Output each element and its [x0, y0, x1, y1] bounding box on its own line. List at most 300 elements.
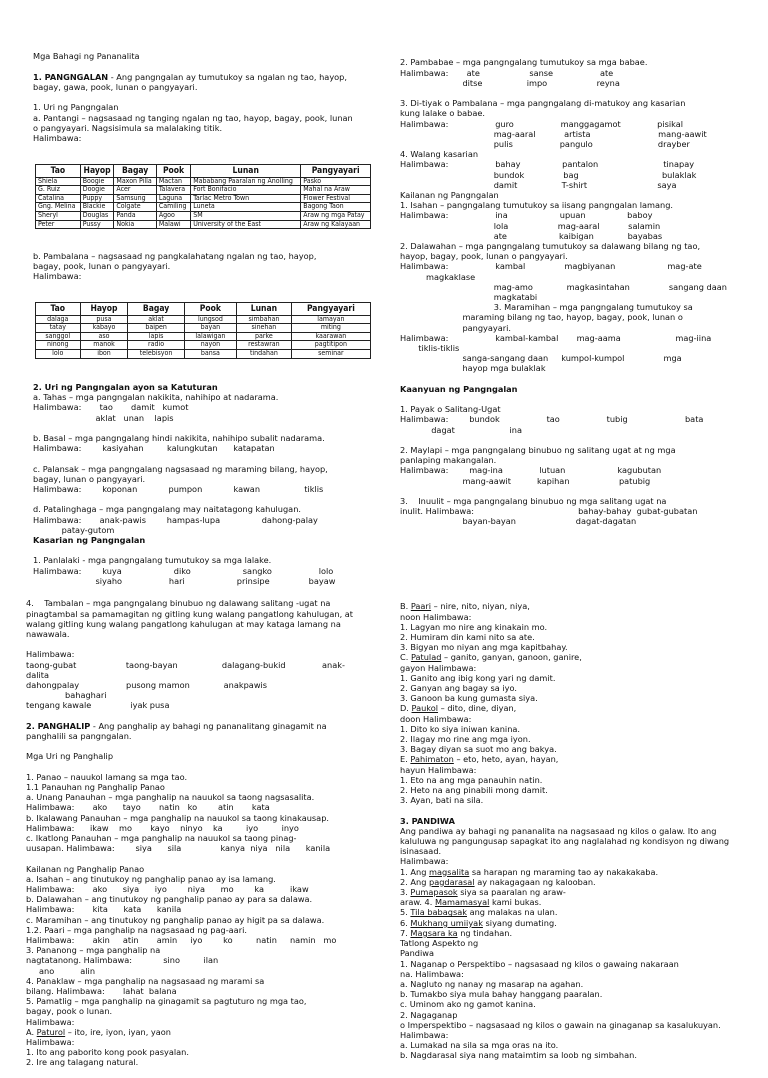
plain-text: 2. Humiram din kami nito sa ate. — [400, 632, 535, 643]
table-cell: lolo — [36, 349, 81, 358]
plain-text: 1. Eto na ang mga panauhin natin. — [400, 774, 543, 785]
plain-text: Halimbawa: bundok tao tubig bata — [400, 414, 704, 425]
text-line — [26, 935, 366, 945]
plain-text: 1. Ganito ang ibig kong yari ng damit. — [400, 672, 556, 683]
text-line — [400, 476, 745, 486]
text-line — [26, 598, 366, 608]
table-cell: Puppy — [80, 194, 114, 203]
text-line — [26, 619, 366, 629]
plain-text: b. Dalawahan – ang tinutukoy ng panghalip panao ay para sa dalawa. — [26, 894, 313, 905]
plain-text: a. Isahan – ang tinutukoy ng panghalip panao ay isa lamang. — [26, 873, 276, 884]
text-line — [33, 102, 373, 112]
text-line — [26, 609, 366, 619]
underlined-text: pagdarasal — [429, 876, 475, 887]
plain-text: 2. Maylapi – mga pangngalang binubuo ng salitang ugat at ng mga — [400, 445, 676, 456]
table-cell: tindahan — [237, 349, 292, 358]
plain-text: siya sa paaralan ng araw- — [457, 887, 566, 898]
underlined-text: Mukhang umiiyak — [410, 917, 483, 928]
plain-text: bundok bag bulaklak — [400, 169, 697, 180]
text-line — [33, 535, 373, 545]
plain-text: b. Basal – mga pangngalang hindi nakikita, nahihipo subalit nadarama. — [33, 432, 325, 443]
table-cell: Panda — [114, 211, 156, 220]
text-line — [400, 969, 745, 979]
plain-text: 6. — [400, 917, 411, 928]
table-cell: simbahan — [237, 315, 292, 324]
plain-text: Halimbawa: ikaw mo kayo ninyo ka iyo inyo — [26, 822, 299, 833]
text-line — [26, 1006, 366, 1016]
plain-text: 5. — [400, 907, 411, 918]
plain-text: B. — [400, 601, 411, 612]
text-line — [400, 241, 745, 251]
plain-text: kung lalake o babae. — [400, 108, 486, 119]
plain-text: 1. Lagyan mo nire ang kinakain mo. — [400, 621, 548, 632]
plain-text: bagay, lunan o pangyayari. — [33, 473, 146, 484]
table-cell: Araw ng Kalayaan — [301, 220, 371, 229]
text-line — [400, 1010, 745, 1020]
plain-text: 1. Payak o Salitang-Ugat — [400, 404, 501, 415]
table-header-cell: Pook — [184, 302, 236, 315]
text-line — [26, 874, 366, 884]
plain-text: c. Maramihan – ang tinutukoy ng panghalip panao ay higit pa sa dalawa. — [26, 914, 325, 925]
plain-text: isinasaad. — [400, 846, 442, 857]
table-cell: bansa — [184, 349, 236, 358]
text-line — [400, 948, 745, 958]
text-line — [400, 652, 745, 662]
text-line — [400, 190, 745, 200]
plain-text: 3. Bagay diyan sa suot mo ang bakya. — [400, 744, 557, 755]
plain-text: d. Patalinghaga – mga pangngalang may naitatagong kahulugan. — [33, 504, 301, 515]
text-line — [400, 754, 745, 764]
plain-text: Kailanan ng Pangngalan — [400, 190, 499, 201]
plain-text: 3. Di-tiyak o Pambalana – mga pangngalang di-matukoy ang kasarian — [400, 98, 686, 109]
plain-text: dahongpalay pusong mamon anakpawis — [26, 680, 268, 691]
table-cell: Pasko — [301, 177, 371, 186]
text-line — [26, 915, 366, 925]
plain-text: – dito, dine, diyan, — [438, 703, 517, 714]
table-header-row — [36, 164, 371, 177]
plain-text: A. — [26, 1026, 37, 1037]
text-line — [33, 453, 373, 463]
text-line — [26, 751, 366, 761]
table-cell: Luneta — [191, 203, 301, 212]
text-line — [33, 555, 373, 565]
text-line — [400, 78, 745, 88]
text-line — [33, 251, 373, 261]
text-line — [26, 884, 366, 894]
text-line — [33, 271, 373, 281]
text-line — [400, 683, 745, 693]
plain-text: magkaklase — [400, 271, 476, 282]
text-line — [400, 1040, 745, 1050]
table-cell: parke — [237, 332, 292, 341]
pambalana-intro — [33, 251, 373, 282]
text-line — [400, 414, 745, 424]
table-cell: Doogie — [80, 186, 114, 195]
plain-text: 1.1 Panauhan ng Panghalip Panao — [26, 782, 165, 792]
table-cell: baipen — [128, 324, 184, 333]
text-line — [400, 98, 745, 108]
plain-text: Halimbawa: — [26, 1016, 75, 1027]
table-header-cell: Lunan — [237, 302, 292, 315]
text-line — [400, 765, 745, 775]
plain-text: pulis pangulo drayber — [400, 139, 690, 150]
table-cell: ninong — [36, 341, 81, 350]
table-cell: Maxon Pilla — [114, 177, 156, 186]
text-line — [400, 836, 745, 846]
plain-text: hayop, bagay, pook, lunan o pangyayari. — [400, 251, 568, 262]
text-line — [400, 622, 745, 632]
text-line — [400, 516, 745, 526]
plain-text: Halimbawa: — [400, 1029, 449, 1040]
text-line — [400, 302, 745, 312]
plain-text: damit T-shirt saya — [400, 179, 677, 190]
underlined-text: Paturol — [36, 1026, 66, 1037]
table-cell: Malawi — [156, 220, 190, 229]
plain-text: na. Halimbawa: — [400, 968, 464, 979]
plain-text: b. Nagdarasal siya nang mataimtim sa loob ng simbahan. — [400, 1050, 637, 1061]
table-cell: Douglas — [80, 211, 114, 220]
text-line — [400, 979, 745, 989]
table-cell: seminar — [291, 349, 370, 358]
table-cell: Gng. Melina — [36, 203, 81, 212]
text-line — [33, 525, 373, 535]
text-line — [400, 170, 745, 180]
table-cell: restawran — [237, 341, 292, 350]
underlined-text: Pahimaton — [410, 754, 454, 765]
plain-text: dalita — [26, 669, 49, 680]
plain-text: Halimbawa: mag-ina lutuan kagubutan — [400, 465, 662, 476]
plain-text: b. Tumakbo siya mula bahay hanggang paaralan. — [400, 989, 603, 1000]
text-line — [400, 394, 745, 404]
plain-text: patay-gutom — [33, 524, 115, 535]
plain-text: ate kaibigan bayabas — [400, 230, 663, 241]
text-line — [33, 392, 373, 402]
text-line — [400, 612, 745, 622]
text-line — [400, 251, 745, 261]
table-header-cell: Pangyayari — [301, 164, 371, 177]
table-cell: Pussy — [80, 220, 114, 229]
text-line — [26, 823, 366, 833]
text-line — [400, 68, 745, 78]
text-line — [400, 785, 745, 795]
bold-text: 3. PANDIWA — [400, 815, 455, 826]
text-line — [400, 496, 745, 506]
table-cell: lungsod — [184, 315, 236, 324]
plain-text: panlaping makangalan. — [400, 455, 497, 466]
text-line — [33, 133, 373, 143]
text-line — [400, 374, 745, 384]
text-line — [26, 955, 366, 965]
underlined-text: Paari — [410, 601, 432, 612]
underlined-text: Tila babagsak — [410, 907, 467, 918]
plain-text: 2. Ilagay mo rine ang mga iyon. — [400, 734, 531, 745]
table-cell: Peter — [36, 220, 81, 229]
table-cell: miting — [291, 324, 370, 333]
table-header-cell: Lunan — [191, 164, 301, 177]
plain-text: Halimbawa: — [26, 649, 75, 660]
table-cell: Boogie — [80, 177, 114, 186]
table-cell: Shiela — [36, 177, 81, 186]
table-cell: lalawigan — [184, 332, 236, 341]
text-line — [400, 88, 745, 98]
plain-text: Halimbawa: kuya diko sangko lolo — [33, 565, 334, 576]
plain-text: 2. Heto na ang pinabili mong damit. — [400, 785, 548, 796]
plain-text: E. — [400, 754, 411, 765]
plain-text: Halimbawa: — [33, 133, 82, 143]
table-cell: University of the East — [191, 220, 301, 229]
table-header-cell: Tao — [36, 164, 81, 177]
text-line — [33, 504, 373, 514]
plain-text: a. Tahas – mga pangngalan nakikita, nahihipo at nadarama. — [33, 392, 279, 403]
tambalan-panghalip-section — [26, 598, 366, 1067]
text-line — [26, 996, 366, 1006]
text-line — [400, 292, 745, 302]
table-cell: aso — [80, 332, 128, 341]
plain-text: Halimbawa: guro manggagamot pisikal — [400, 118, 683, 129]
plain-text: 2. Pambabae – mga pangngalang tumutukoy sa mga babae. — [400, 57, 648, 68]
plain-text: 4. Walang kasarian — [400, 149, 479, 160]
plain-text: gayon Halimbawa: — [400, 662, 477, 673]
text-line — [400, 465, 745, 475]
table-cell: aklat — [128, 315, 184, 324]
table-cell: lapis — [128, 332, 184, 341]
plain-text: 4. Panaklaw – mga panghalip na nagsasaad ng marami sa — [26, 975, 265, 986]
text-line — [400, 455, 745, 465]
plain-text: c. Palansak – mga pangngalang nagsasaad ng maraming bilang, hayop, — [33, 463, 328, 474]
text-line — [26, 813, 366, 823]
text-line — [26, 741, 366, 751]
quadrant-top-left — [33, 31, 373, 596]
table-cell: Samsung — [114, 194, 156, 203]
text-line — [400, 425, 745, 435]
underlined-text: magsalita — [429, 866, 470, 877]
text-line — [400, 714, 745, 724]
text-line — [400, 999, 745, 1009]
plain-text: doon Halimbawa: — [400, 713, 472, 724]
text-line — [33, 92, 373, 102]
text-line — [400, 846, 745, 856]
text-line — [400, 312, 745, 322]
table-cell: Sheryl — [36, 211, 81, 220]
table-header-row — [36, 302, 371, 315]
bold-text: 2. Uri ng Pangngalan ayon sa Katuturan — [33, 381, 218, 392]
plain-text: Tatlong Aspekto ng — [400, 938, 479, 949]
bold-text: 1. PANGNGALAN — [33, 71, 109, 82]
plain-text: panghalili sa pangngalan. — [26, 731, 132, 742]
text-line — [400, 272, 745, 282]
table-cell: telebisyon — [128, 349, 184, 358]
table-header-cell: Pook — [156, 164, 190, 177]
text-line — [26, 700, 366, 710]
plain-text: pangyayari. — [400, 322, 512, 333]
plain-text: 3. Bigyan mo niyan ang mga kapitbahay. — [400, 642, 568, 653]
text-line — [400, 1020, 745, 1030]
text-line — [400, 877, 745, 887]
text-line — [33, 545, 373, 555]
plain-text: a. Unang Panauhan – mga panghalip na nauukol sa taong nagsasalita. — [26, 792, 315, 803]
table-cell: SM — [191, 211, 301, 220]
plain-text: ay nakagagaan ng kalooban. — [474, 876, 596, 887]
text-line — [400, 673, 745, 683]
bold-text: 2. PANGHALIP — [26, 720, 91, 731]
plain-text: bayan-bayan dagat-dagatan — [400, 516, 637, 527]
text-line — [400, 231, 745, 241]
text-line — [33, 82, 373, 92]
underlined-text: Mamamasyal — [434, 897, 490, 908]
underlined-text: Patulad — [410, 652, 442, 663]
plain-text: 2. Dalawahan – mga pangngalang tumutukoy sa dalawang bilang ng tao, — [400, 241, 701, 252]
plain-text: sanga-sangang daan kumpol-kumpol mga — [400, 353, 682, 364]
text-line — [400, 445, 745, 455]
plain-text: Halimbawa: kambal-kambal mag-aama mag-iina — [400, 332, 712, 343]
text-line — [400, 816, 745, 826]
table-cell: Blackie — [80, 203, 114, 212]
plain-text: bahaghari — [26, 690, 107, 701]
plain-text: Halimbawa: ina upuan baboy — [400, 210, 653, 221]
plain-text: 1. Uri ng Pangngalan — [33, 102, 119, 113]
plain-text: magkatabi — [400, 292, 538, 303]
plain-text: 3. Pananong – mga panghalip na — [26, 945, 161, 956]
plain-text: bilang. Halimbawa: lahat balana — [26, 986, 177, 997]
text-line — [26, 649, 366, 659]
table-cell: Mactan — [156, 177, 190, 186]
text-line — [400, 108, 745, 118]
plain-text: Pandiwa — [400, 948, 434, 959]
plain-text: nawawala. — [26, 629, 70, 640]
table-cell: Mahal na Araw — [301, 186, 371, 195]
text-line — [26, 976, 366, 986]
plain-text: 2. Nagaganap — [400, 1009, 458, 1020]
plain-text: Halimbawa: — [26, 1037, 75, 1048]
text-line — [400, 57, 745, 67]
text-line — [26, 792, 366, 802]
plain-text: Halimbawa: kita kata kanila — [26, 904, 182, 915]
pambalana-table — [35, 302, 371, 359]
text-line — [400, 918, 745, 928]
table-cell: Fort Bonifacio — [191, 186, 301, 195]
plain-text: – nire, nito, niyan, niya, — [431, 601, 530, 612]
plain-text: hayun Halimbawa: — [400, 764, 477, 775]
text-line — [26, 721, 366, 731]
table-cell: lamayan — [291, 315, 370, 324]
table-row — [36, 211, 371, 220]
text-line — [33, 474, 373, 484]
text-line — [26, 782, 366, 792]
pamatlig-pandiwa-section — [400, 601, 745, 1060]
plain-text: ditse impo reyna — [400, 77, 620, 88]
plain-text: nagtatanong. Halimbawa: sino ilan — [26, 955, 219, 966]
table-row — [36, 186, 371, 195]
text-line — [400, 353, 745, 363]
text-line — [33, 443, 373, 453]
plain-text: - Ang panghalip ay bahagi ng pananalitang ginagamit na — [90, 720, 327, 731]
plain-text: c. Uminom ako ng gamot kanina. — [400, 999, 536, 1010]
plain-text: a. Nagluto ng nanay ng masarap na agahan. — [400, 978, 584, 989]
plain-text: Halimbawa: ako tayo natin ko atin kata — [26, 802, 270, 813]
text-line — [26, 1057, 366, 1067]
plain-text: 2. Ire ang talagang natural. — [26, 1057, 139, 1068]
table-header-cell: Tao — [36, 302, 81, 315]
plain-text: – eto, heto, ayan, hayan, — [453, 754, 559, 765]
table-cell: Camiling — [156, 203, 190, 212]
plain-text: 1. Panlalaki - mga pangngalang tumutukoy sa mga lalake. — [33, 555, 272, 566]
text-line — [26, 894, 366, 904]
plain-text: araw. 4. — [400, 897, 435, 908]
plain-text: uusapan. Halimbawa: siya sila kanya niya nila kanila — [26, 843, 331, 854]
text-line — [26, 629, 366, 639]
table-cell: Mababang Paaralan ng Anolling — [191, 177, 301, 186]
text-line — [400, 693, 745, 703]
text-line — [26, 772, 366, 782]
table-cell: Agoo — [156, 211, 190, 220]
plain-text: walang gitling kung walang pangatlong kahulugan at may kataga lamang na — [26, 618, 341, 629]
bold-text: Kasarian ng Pangngalan — [33, 534, 146, 545]
plain-text: 4. Tambalan – mga pangngalang binubuo ng dalawang salitang -ugat na — [26, 598, 331, 609]
text-line — [33, 72, 373, 82]
text-line — [26, 639, 366, 649]
plain-text: a. Lumakad na sila sa mga oras na ito. — [400, 1040, 559, 1051]
text-line — [26, 925, 366, 935]
table-cell: kabayo — [80, 324, 128, 333]
plain-text: Halimbawa: ako siya iyo niya mo ka ikaw — [26, 884, 309, 895]
plain-text: 3. Ganoon ba kung gumasta siya. — [400, 693, 538, 704]
plain-text: siyang dumating. — [482, 917, 557, 928]
plain-text: Mga Bahagi ng Pananalita — [33, 51, 140, 62]
plain-text: noon Halimbawa: — [400, 611, 472, 622]
table-cell: Flower Festival — [301, 194, 371, 203]
plain-text: dagat ina — [400, 424, 523, 435]
table-cell: nayon — [184, 341, 236, 350]
kasarian-kailanan-kaanyuan-section — [400, 57, 745, 526]
plain-text: – ito, ire, iyon, iyan, yaon — [65, 1026, 171, 1037]
plain-text: inulit. Halimbawa: bahay-bahay gubat-gubatan — [400, 506, 698, 517]
plain-text: pinagtambal sa pamamagitan ng gitling kung walang pangatlong kahulugan, at — [26, 608, 354, 619]
plain-text: D. — [400, 703, 412, 714]
text-line — [26, 1047, 366, 1057]
text-line — [400, 744, 745, 754]
text-line — [400, 928, 745, 938]
text-line — [400, 333, 745, 343]
text-line — [400, 642, 745, 652]
plain-text: 1. Dito ko siya iniwan kanina. — [400, 723, 521, 734]
plain-text: mag-aaral artista mang-aawit — [400, 128, 707, 139]
table-row — [36, 324, 371, 333]
plain-text: bagay, pook, lunan o pangyayari. — [33, 260, 171, 271]
bold-text: Kaanyuan ng Pangngalan — [400, 383, 518, 394]
text-line — [26, 833, 366, 843]
text-line — [33, 413, 373, 423]
text-line — [400, 363, 745, 373]
text-line — [33, 515, 373, 525]
plain-text: b. Ikalawang Panauhan – mga panghalip na nauukol sa taong kinakausap. — [26, 812, 330, 823]
plain-text: 5. Pamatlig – mga panghalip na ginagamit sa pagtuturo ng mga tao, — [26, 996, 307, 1007]
pantangi-table — [35, 164, 371, 230]
plain-text: aklat unan lapis — [33, 412, 174, 423]
table-cell: Bagong Taon — [301, 203, 371, 212]
text-line — [26, 966, 366, 976]
underlined-text: Pumapasok — [410, 887, 458, 898]
text-line — [400, 775, 745, 785]
plain-text: siyaho hari prinsipe bayaw — [33, 575, 336, 586]
table-cell: Tarlac Metro Town — [191, 194, 301, 203]
text-line — [26, 802, 366, 812]
table-cell: manok — [80, 341, 128, 350]
text-line — [400, 221, 745, 231]
text-line — [400, 119, 745, 129]
text-line — [400, 826, 745, 836]
table-cell: pagtitipon — [291, 341, 370, 350]
plain-text: tiklis-tiklis — [400, 343, 460, 354]
